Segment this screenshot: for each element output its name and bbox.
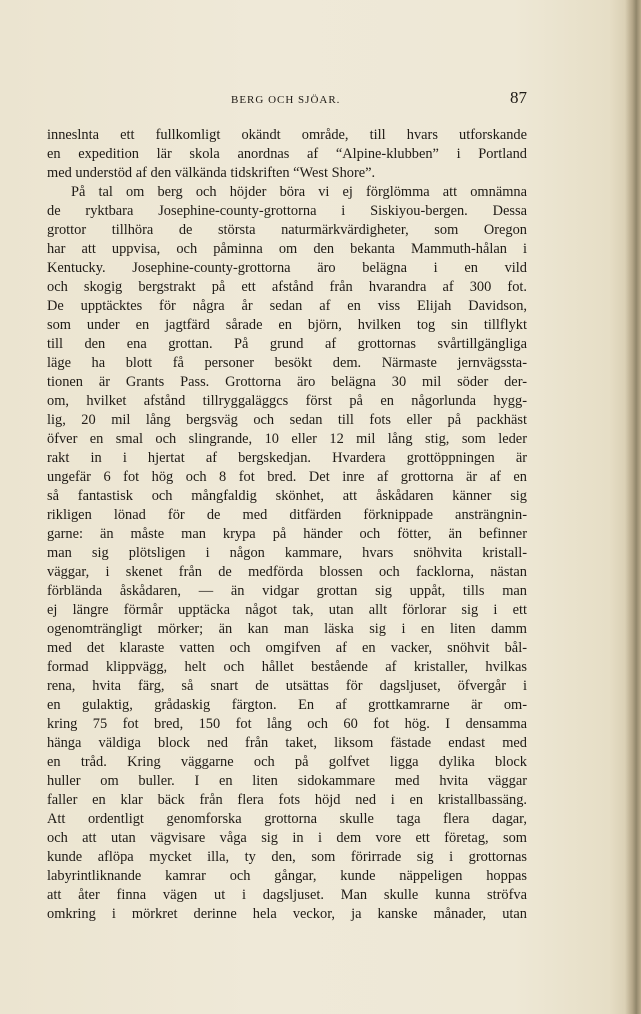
- text-line: förblända åskådaren, — än vidgar grottan sig uppåt, tills man: [47, 583, 527, 599]
- text-line: Kentucky. Josephine-county-grottorna äro belägna i en vild: [47, 260, 527, 276]
- text-line: väggar, i skenet från de medförda blossen och facklorna, nästan: [47, 564, 527, 580]
- page-header: [47, 88, 527, 112]
- text-line: som under en jagtfärd sårade en björn, hvilken tog sin tillflykt: [47, 317, 527, 333]
- text-line: öfver en smal och slingrande, 10 eller 12 mil lång stig, som leder: [47, 431, 527, 447]
- text-line: Att ordentligt genomforska grottorna skulle taga flera dagar,: [47, 811, 527, 827]
- text-line: garne: än måste man krypa på händer och fötter, än befinner: [47, 526, 527, 542]
- text-line: labyrintliknande kamrar och gångar, kunde näppeligen hoppas: [47, 868, 527, 884]
- text-line: rena, hvita färg, så snart de utsättas för dagsljuset, öfvergår i: [47, 678, 527, 694]
- text-line: huller om buller. I en liten sidokammare med hvita väggar: [47, 773, 527, 789]
- page-edge: [625, 0, 641, 1014]
- text-line: faller en klar bäck från flera fots höjd ned i en kristallbassäng.: [47, 792, 527, 808]
- text-line: lig, 20 mil lång bergsväg och sedan till fots eller på packhäst: [47, 412, 527, 428]
- page-number: 87: [510, 88, 527, 107]
- text-line: man sig plötsligen i någon kammare, hvars snöhvita kristall-: [47, 545, 527, 561]
- text-line: så fantastisk och mångfaldig skönhet, att åskådaren känner sig: [47, 488, 527, 504]
- text-line: kring 75 fot bred, 150 fot lång och 60 fot hög. I densamma: [47, 716, 527, 732]
- text-line: formad klippvägg, helt och hållet bestående af kristaller, hvilkas: [47, 659, 527, 675]
- text-line: ej längre förmår upptäcka något tak, utan allt förlorar sig i ett: [47, 602, 527, 618]
- text-line: ogenomträngligt mörker; än kan man läska sig i en liten damm: [47, 621, 527, 637]
- text-line: rikligen lönad för de med ditfärden förknippade ansträngnin-: [47, 507, 527, 523]
- text-line: De upptäcktes för några år sedan af en viss Elijah Davidson,: [47, 298, 527, 314]
- text-line: kunde aflöpa mycket illa, ty den, som förirrade sig i grottornas: [47, 849, 527, 865]
- text-line: en gulaktig, grådaskig färgton. En af grottkamrarne är om-: [47, 697, 527, 713]
- text-line: med det klaraste vatten och omgifven af en vacker, snöhvit bål-: [47, 640, 527, 656]
- text-line: med understöd af den välkända tidskriften “West Shore”.: [47, 165, 376, 181]
- text-line: de ryktbara Josephine-county-grottorna i Siskiyou-bergen. Dessa: [47, 203, 527, 219]
- text-line: en tråd. Kring väggarne och på golfvet ligga dylika block: [47, 754, 527, 770]
- text-line: På tal om berg och höjder böra vi ej förglömma att omnämna: [71, 184, 527, 200]
- text-line: en expedition lär skola anordnas af “Alpine-klubben” i Portland: [47, 146, 527, 162]
- running-title: BERG OCH SJÖAR.: [231, 94, 341, 106]
- text-line: rakt in i hjertat af bergskedjan. Hvardera grottöppningen är: [47, 450, 527, 466]
- text-line: läge ha blott få personer besökt dem. Närmaste jernvägssta-: [47, 355, 527, 371]
- text-line: om, hvilket afstånd tillryggaläggcs först på en någorlunda hygg-: [47, 393, 527, 409]
- text-line: har att uppvisa, och påminna om den bekanta Mammuth-hålan i: [47, 241, 527, 257]
- text-line: inneslnta ett fullkomligt okändt område, till hvars utforskande: [47, 127, 527, 143]
- text-line: omkring i mörkret derinne hela veckor, ja kanske månader, utan: [47, 906, 527, 922]
- text-line: till den ena grottan. På grund af grottornas svårtillgängliga: [47, 336, 527, 352]
- text-line: grottor tillhöra de största naturmärkvärdigheter, som Oregon: [47, 222, 527, 238]
- text-line: tionen är Grants Pass. Grottorna äro belägna 30 mil söder der-: [47, 374, 527, 390]
- text-line: och skogig bergstrakt på ett afstånd från hvarandra af 300 fot.: [47, 279, 527, 295]
- text-line: och att utan vägvisare våga sig in i dem vore ett företag, som: [47, 830, 527, 846]
- text-line: ungefär 6 fot hög och 8 fot bred. Det inre af grottorna är af en: [47, 469, 527, 485]
- body-text: [47, 126, 527, 924]
- text-line: att åter finna vägen ut i dagsljuset. Man skulle kunna ströfva: [47, 887, 527, 903]
- text-line: hänga väldiga block ned från taket, liksom fästade endast med: [47, 735, 527, 751]
